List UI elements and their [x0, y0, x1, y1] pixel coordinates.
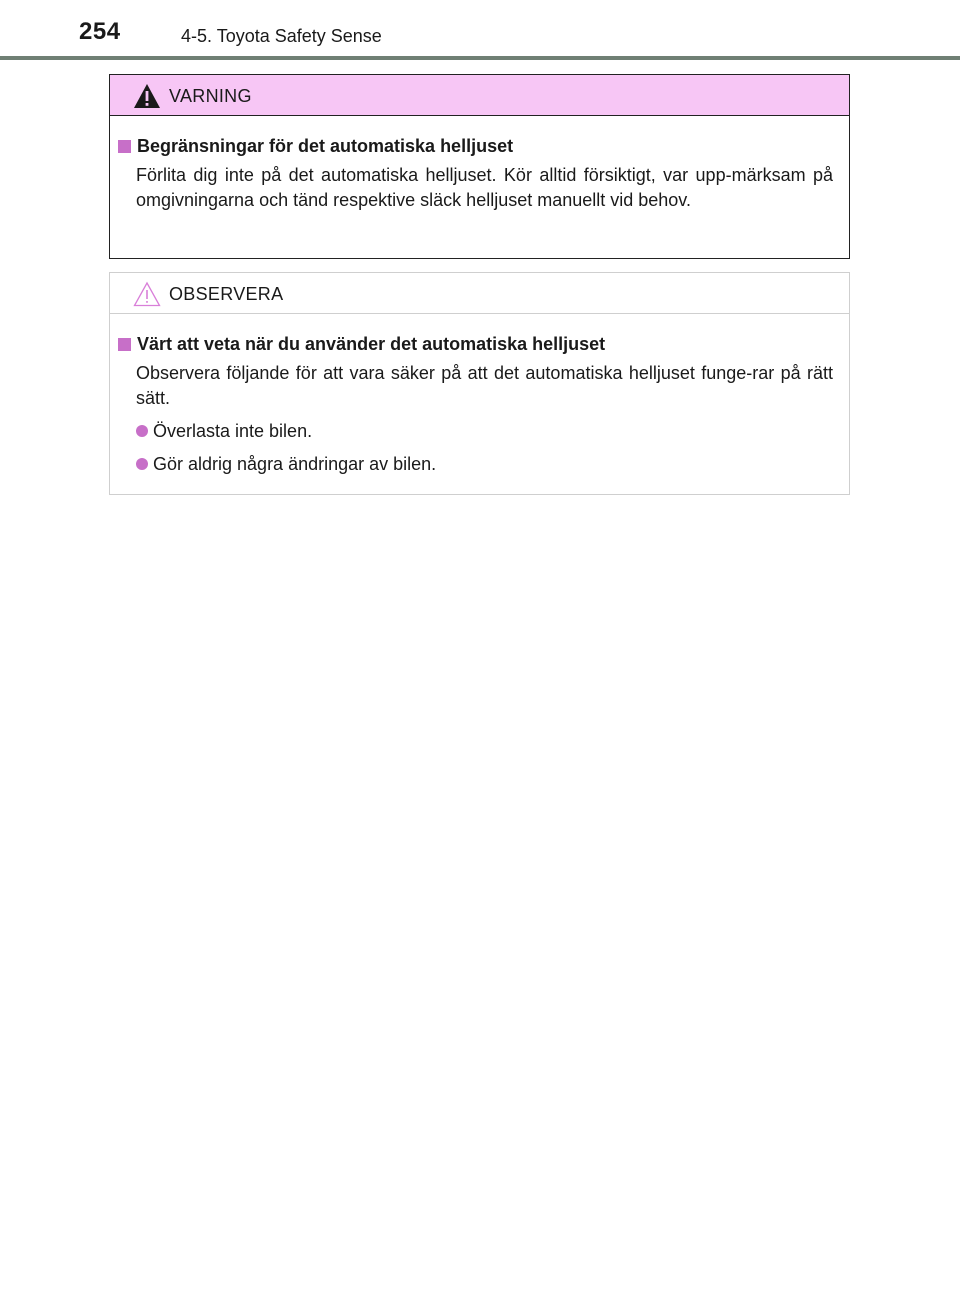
warning-label: VARNING: [169, 86, 252, 106]
caution-triangle-outline-icon: [132, 280, 162, 308]
warning-paragraph: Förlita dig inte på det automatiska helljuset. Kör alltid försiktigt, var upp-märksam på omgivningarna och tänd respektive släck helljuset manuellt vid behov.: [136, 165, 833, 210]
notice-box-body: [110, 314, 849, 476]
page-number: 254: [79, 18, 121, 45]
notice-heading: [118, 332, 833, 356]
notice-paragraph: Observera följande för att vara säker på att det automatiska helljuset funge-rar på rätt sätt.: [136, 363, 833, 408]
notice-heading-text: Värt att veta när du använder det automatiska helljuset: [137, 334, 606, 354]
list-item: [136, 452, 833, 476]
round-bullet-icon: [136, 458, 148, 470]
list-item: [136, 419, 833, 443]
round-bullet-icon: [136, 425, 148, 437]
warning-box: [109, 74, 850, 259]
warning-heading: [118, 134, 833, 158]
square-bullet-icon: [118, 338, 131, 351]
section-title: 4-5. Toyota Safety Sense: [181, 26, 382, 46]
warning-triangle-icon: [132, 82, 162, 110]
warning-heading-text: Begränsningar för det automatiska helljuset: [137, 136, 514, 156]
square-bullet-icon: [118, 140, 131, 153]
notice-box: [109, 272, 850, 495]
list-item-text: Gör aldrig några ändringar av bilen.: [153, 454, 437, 474]
warning-box-body: [110, 116, 849, 212]
list-item-text: Överlasta inte bilen.: [153, 421, 313, 441]
notice-box-header: [110, 273, 849, 314]
warning-box-header: [110, 75, 849, 116]
notice-label: OBSERVERA: [169, 284, 284, 304]
header-rule: [0, 56, 960, 60]
